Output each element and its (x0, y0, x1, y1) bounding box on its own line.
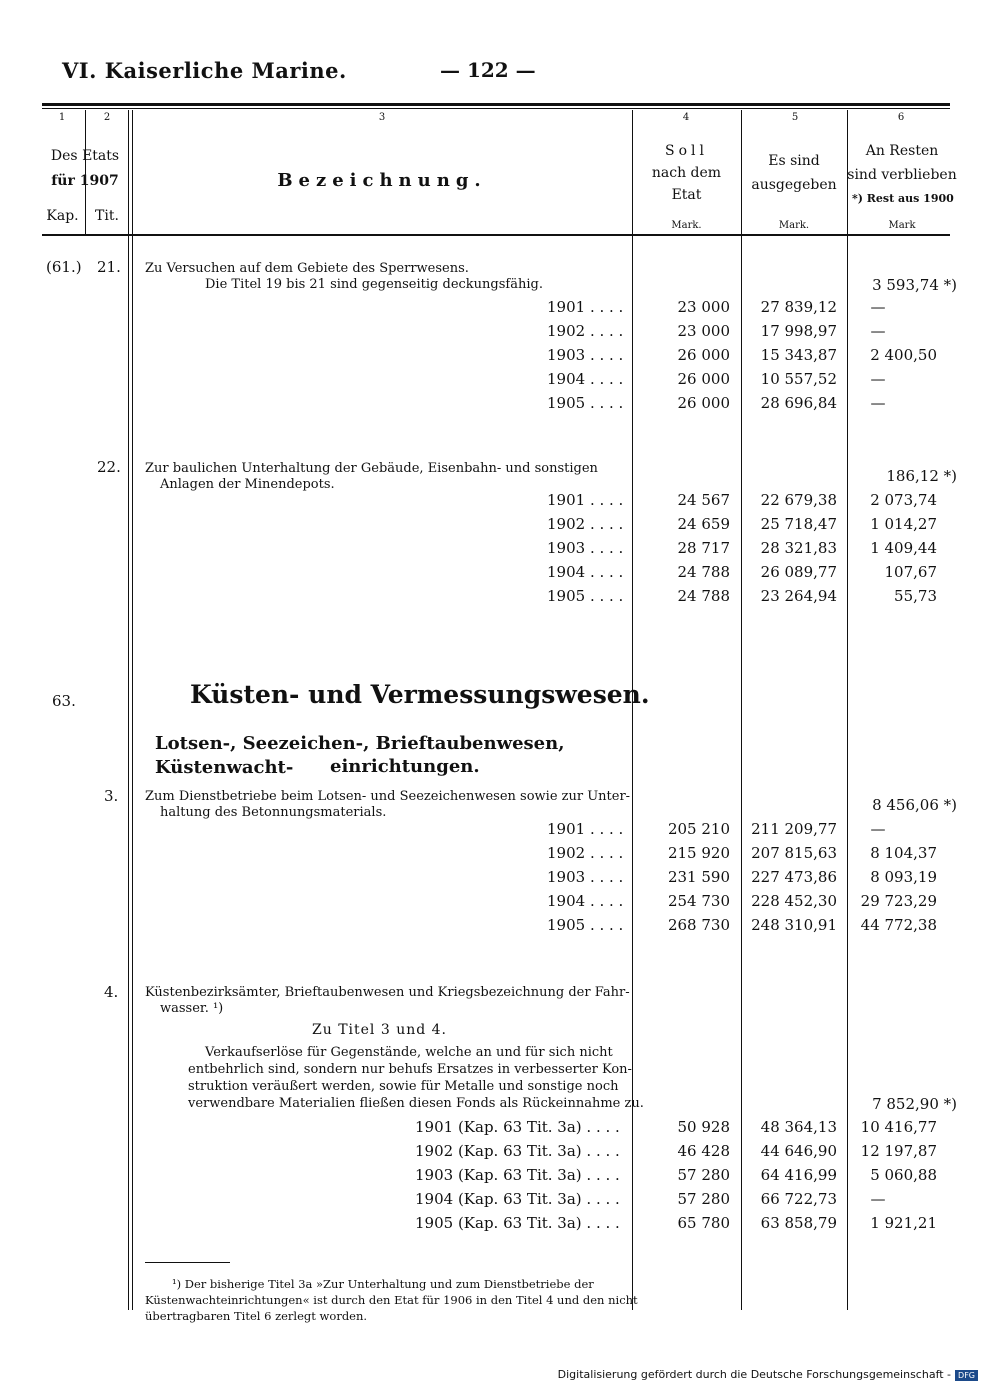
block1-text2: Die Titel 19 bis 21 sind gegenseitig deckungsfähig. (205, 277, 543, 292)
soll-value: 23 000 (677, 298, 730, 316)
block4-text2: wasser. ¹) (160, 1001, 224, 1016)
header-rest-note: *) Rest aus 1900 (852, 192, 954, 205)
soll-value: 24 788 (677, 587, 730, 605)
rest-value: 12 197,87 (860, 1142, 937, 1160)
soll-value: 24 659 (677, 515, 730, 533)
block2-text2: Anlagen der Minendepots. (160, 477, 335, 492)
rest-value: — (870, 322, 886, 340)
soll-value: 24 567 (677, 491, 730, 509)
rest-value: 5 060,88 (870, 1166, 937, 1184)
soll-value: 254 730 (667, 892, 730, 910)
rest-value: — (870, 1190, 886, 1208)
soll-value: 57 280 (677, 1190, 730, 1208)
block2-tit: 22. (97, 458, 121, 476)
unit-mark-col6: Mark (888, 220, 916, 231)
ausgabe-value: 44 646,90 (760, 1142, 837, 1160)
soll-value: 268 730 (667, 916, 730, 934)
year-label: 1903 . . . . (547, 539, 624, 557)
header-des-etats: Des Etats (50, 148, 120, 164)
rest-value: 1 014,27 (870, 515, 937, 533)
ausgabe-value: 248 310,91 (751, 916, 837, 934)
header-ausgegeben: ausgegeben (751, 177, 837, 193)
rest-value: 29 723,29 (860, 892, 937, 910)
year-label: 1903 . . . . (547, 868, 624, 886)
header-bottom-rule (42, 234, 950, 236)
colnum-6: 6 (897, 112, 905, 123)
year-label: 1902 . . . . (547, 322, 624, 340)
credit-text: Digitalisierung gefördert durch die Deutsche Forschungsgemeinschaft - (557, 1368, 952, 1381)
vrule-tit (128, 110, 129, 1310)
block4-para-line2: entbehrlich sind, sondern nur behufs Ersatzes in verbesserter Kon- (188, 1062, 632, 1077)
year-label: 1902 . . . . (547, 515, 624, 533)
ausgabe-value: 23 264,94 (760, 587, 837, 605)
ausgabe-value: 17 998,97 (760, 322, 837, 340)
year-label: 1902 . . . . (547, 844, 624, 862)
year-label: 1905 . . . . (547, 916, 624, 934)
ausgabe-value: 28 696,84 (760, 394, 837, 412)
rest-value: 2 400,50 (870, 346, 937, 364)
block1-tit: 21. (97, 258, 121, 276)
soll-value: 26 000 (677, 394, 730, 412)
colnum-2: 2 (103, 112, 111, 123)
rest-value: — (870, 820, 886, 838)
ausgabe-value: 26 089,77 (760, 563, 837, 581)
rest-value: 8 104,37 (870, 844, 937, 862)
block2-text1: Zur baulichen Unterhaltung der Gebäude, Eisenbahn- und sonstigen (145, 461, 598, 476)
year-label: 1901 . . . . (547, 491, 624, 509)
colnum-4: 4 (682, 112, 690, 123)
colnum-1: 1 (58, 112, 66, 123)
block4-para-line4: verwendbare Materialien fließen diesen Fonds als Rückeinnahme zu. (188, 1096, 644, 1111)
footnote-line2: Küstenwachteinrichtungen« ist durch den Etat für 1906 in den Titel 4 und den nicht (145, 1293, 638, 1307)
year-label: 1905 (Kap. 63 Tit. 3a) . . . . (415, 1214, 620, 1232)
soll-value: 26 000 (677, 346, 730, 364)
block4-para-line1: Verkaufserlöse für Gegenstände, welche an und für sich nicht (205, 1045, 613, 1060)
top-rule-thin (42, 108, 950, 109)
year-label: 1904 . . . . (547, 563, 624, 581)
top-rule-thick (42, 103, 950, 106)
ausgabe-value: 64 416,99 (760, 1166, 837, 1184)
year-label: 1904 . . . . (547, 370, 624, 388)
ausgabe-value: 10 557,52 (760, 370, 837, 388)
ausgabe-value: 227 473,86 (751, 868, 837, 886)
ausgabe-value: 27 839,12 (760, 298, 837, 316)
header-tit: Tit. (95, 208, 119, 224)
ausgabe-value: 15 343,87 (760, 346, 837, 364)
soll-value: 215 920 (667, 844, 730, 862)
section-subtitle-line2: einrichtungen. (330, 756, 480, 777)
block4-para-line3: struktion veräußert werden, sowie für Metalle und sonstige noch (188, 1079, 619, 1094)
header-nach-dem: nach dem (651, 165, 722, 181)
rest-value: — (870, 370, 886, 388)
year-label: 1905 . . . . (547, 394, 624, 412)
year-label: 1902 (Kap. 63 Tit. 3a) . . . . (415, 1142, 620, 1160)
year-label: 1904 . . . . (547, 892, 624, 910)
digitization-credit (558, 1368, 978, 1381)
block3-text2: haltung des Betonnungsmaterials. (160, 805, 387, 820)
footnote-rule (145, 1262, 230, 1263)
ausgabe-value: 207 815,63 (751, 844, 837, 862)
year-label: 1903 . . . . (547, 346, 624, 364)
dfg-logo: DFG (955, 1370, 978, 1381)
rest-value: — (870, 298, 886, 316)
ausgabe-value: 63 858,79 (760, 1214, 837, 1232)
soll-value: 23 000 (677, 322, 730, 340)
block2-rest-carry: 186,12 *) (886, 467, 957, 485)
footnote-line1: ¹) Der bisherige Titel 3a »Zur Unterhaltung und zum Dienstbetriebe der (172, 1277, 594, 1291)
block1-rest-carry: 3 593,74 *) (872, 276, 957, 294)
unit-mark-col4: Mark. (671, 220, 702, 231)
header-soll: Soll (665, 143, 708, 159)
block3-text1: Zum Dienstbetriebe beim Lotsen- und Seezeichenwesen sowie zur Unter- (145, 789, 631, 804)
header-fuer-jahr: für 1907 (51, 173, 119, 189)
header-es-sind: Es sind (768, 153, 820, 169)
rest-value: — (870, 394, 886, 412)
soll-value: 65 780 (677, 1214, 730, 1232)
header-bezeichnung: Bezeichnung. (277, 170, 487, 191)
block4-zu-titel: Zu Titel 3 und 4. (312, 1022, 448, 1038)
block3-tit: 3. (104, 787, 119, 805)
rest-value: 2 073,74 (870, 491, 937, 509)
section-title: Küsten- und Vermessungswesen. (190, 680, 650, 709)
header-kap: Kap. (46, 208, 79, 224)
ausgabe-value: 211 209,77 (751, 820, 837, 838)
vrule-col3 (132, 110, 133, 1310)
block1-text1: Zu Versuchen auf dem Gebiete des Sperrwesens. (145, 261, 469, 276)
ausgabe-value: 66 722,73 (760, 1190, 837, 1208)
ausgabe-value: 228 452,30 (751, 892, 837, 910)
header-an-resten: An Resten (865, 143, 939, 159)
soll-value: 57 280 (677, 1166, 730, 1184)
unit-mark-col5: Mark. (778, 220, 810, 231)
colnum-3: 3 (378, 112, 386, 123)
block4-text1: Küstenbezirksämter, Brieftaubenwesen und Kriegsbezeichnung der Fahr- (145, 985, 630, 1000)
ausgabe-value: 22 679,38 (760, 491, 837, 509)
rest-value: 8 093,19 (870, 868, 937, 886)
page-number: — 122 — (440, 58, 536, 82)
page-header-title: VI. Kaiserliche Marine. (62, 58, 347, 83)
year-label: 1901 . . . . (547, 298, 624, 316)
soll-value: 231 590 (667, 868, 730, 886)
year-label: 1904 (Kap. 63 Tit. 3a) . . . . (415, 1190, 620, 1208)
soll-value: 28 717 (677, 539, 730, 557)
year-label: 1903 (Kap. 63 Tit. 3a) . . . . (415, 1166, 620, 1184)
header-sind-verblieben: sind verblieben (847, 167, 957, 183)
soll-value: 205 210 (667, 820, 730, 838)
colnum-5: 5 (791, 112, 799, 123)
ausgabe-value: 48 364,13 (760, 1118, 837, 1136)
rest-value: 1 409,44 (870, 539, 937, 557)
year-label: 1901 (Kap. 63 Tit. 3a) . . . . (415, 1118, 620, 1136)
block4-rest-carry: 7 852,90 *) (872, 1095, 957, 1113)
rest-value: 55,73 (894, 587, 937, 605)
footnote-line3: übertragbaren Titel 6 zerlegt worden. (145, 1309, 368, 1323)
year-label: 1905 . . . . (547, 587, 624, 605)
rest-value: 10 416,77 (860, 1118, 937, 1136)
soll-value: 26 000 (677, 370, 730, 388)
year-label: 1901 . . . . (547, 820, 624, 838)
section-subtitle-line1: Lotsen-, Seezeichen-, Brieftaubenwesen, Küstenwacht- (155, 733, 565, 778)
ausgabe-value: 25 718,47 (760, 515, 837, 533)
soll-value: 46 428 (677, 1142, 730, 1160)
block1-kap: (61.) (46, 258, 82, 276)
rest-value: 1 921,21 (870, 1214, 937, 1232)
soll-value: 50 928 (677, 1118, 730, 1136)
section-kap: 63. (52, 692, 76, 710)
header-etat: Etat (671, 187, 702, 203)
block3-rest-carry: 8 456,06 *) (872, 796, 957, 814)
soll-value: 24 788 (677, 563, 730, 581)
rest-value: 107,67 (884, 563, 937, 581)
block4-tit: 4. (104, 983, 119, 1001)
rest-value: 44 772,38 (860, 916, 937, 934)
ausgabe-value: 28 321,83 (760, 539, 837, 557)
